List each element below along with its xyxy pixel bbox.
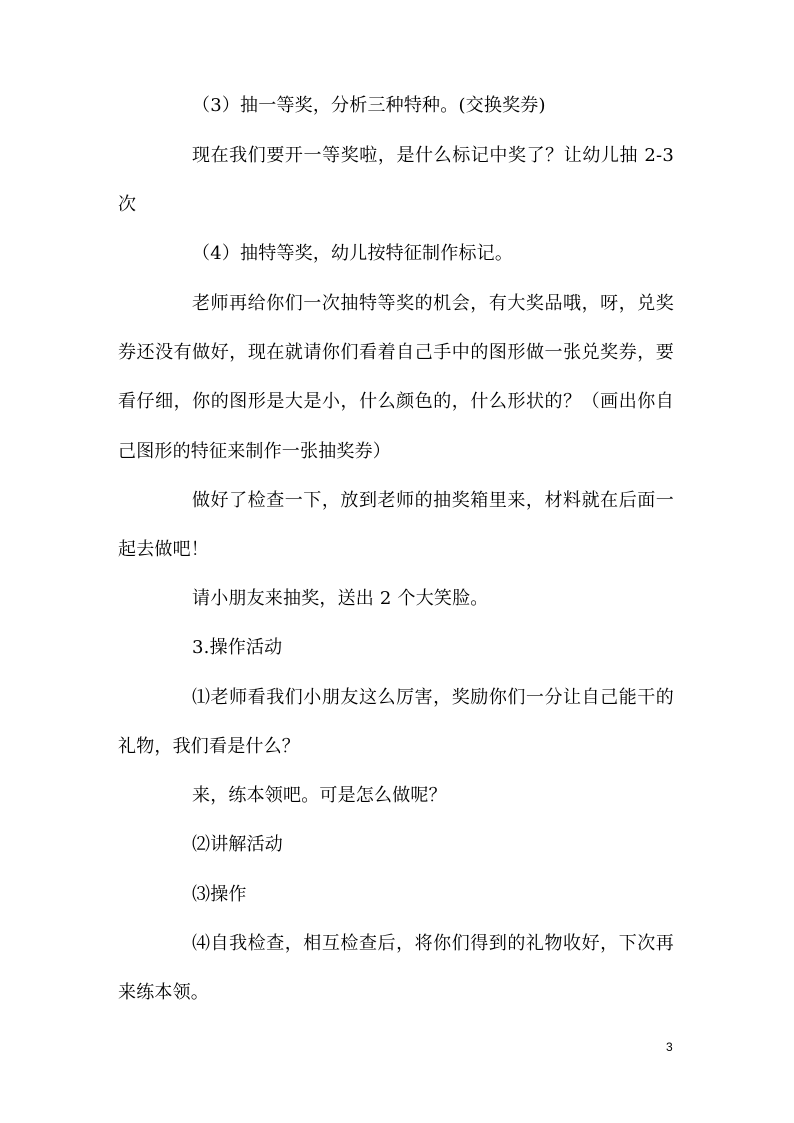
paragraph-line-2: 现在我们要开一等奖啦，是什么标记中奖了？让幼儿抽 2-3 bbox=[192, 145, 674, 166]
paragraph-line-18: 来练本领。 bbox=[118, 982, 209, 1003]
paragraph-line-6: 券还没有做好，现在就请你们看着自己手中的图形做一张兑奖券，要 bbox=[118, 342, 674, 363]
paragraph-line-15: ⑵讲解活动 bbox=[192, 834, 283, 855]
paragraph-line-13: 礼物，我们看是什么？ bbox=[118, 736, 300, 757]
paragraph-line-3: 次 bbox=[118, 194, 137, 215]
paragraph-line-11: 请小朋友来抽奖，送出 2 个大笑脸。 bbox=[192, 588, 489, 609]
paragraph-line-7: 看仔细，你的图形是大是小，什么颜色的，什么形状的？（画出你自 bbox=[118, 391, 674, 412]
paragraph-line-14: 来，练本领吧。可是怎么做呢？ bbox=[192, 785, 447, 806]
paragraph-line-12: ⑴老师看我们小朋友这么厉害，奖励你们一分让自己能干的 bbox=[192, 687, 674, 708]
paragraph-line-5: 老师再给你们一次抽特等奖的机会，有大奖品哦，呀，兑奖 bbox=[192, 293, 674, 314]
paragraph-line-8: 己图形的特征来制作一张抽奖券） bbox=[118, 441, 391, 462]
paragraph-line-9: 做好了检查一下，放到老师的抽奖箱里来，材料就在后面一 bbox=[192, 490, 674, 511]
paragraph-line-1: （3）抽一等奖，分析三种特种。(交换奖券) bbox=[192, 95, 546, 116]
paragraph-line-17: ⑷自我检查，相互检查后，将你们得到的礼物收好，下次再 bbox=[192, 933, 674, 954]
paragraph-line-4: （4）抽特等奖，幼儿按特征制作标记。 bbox=[192, 243, 514, 264]
paragraph-line-16: ⑶操作 bbox=[192, 884, 247, 905]
page-number: 3 bbox=[666, 1040, 673, 1054]
paragraph-line-10: 起去做吧！ bbox=[118, 539, 209, 560]
section-heading: 3.操作活动 bbox=[192, 637, 283, 658]
